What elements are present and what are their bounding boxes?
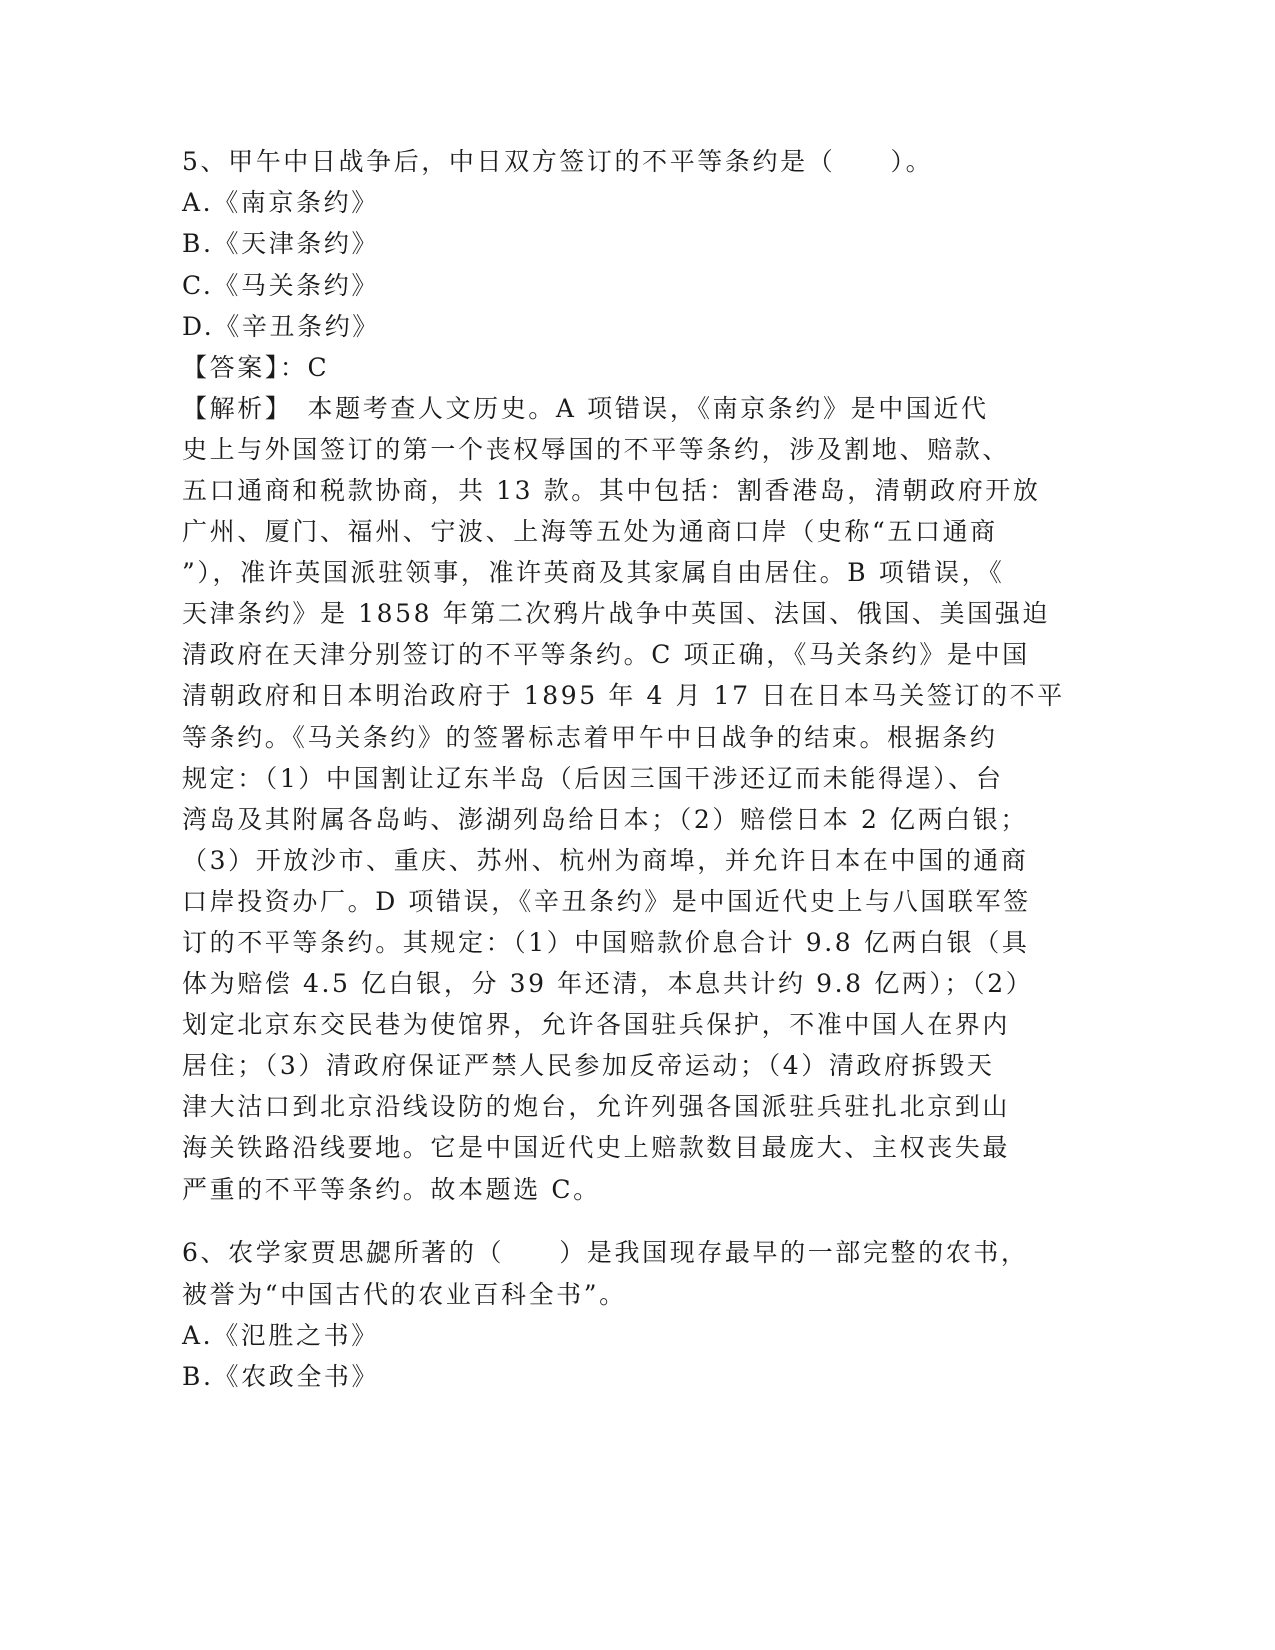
question-5-analysis-line: ”），准许英国派驻领事，准许英商及其家属自由居住。B 项错误，《 (182, 558, 1005, 587)
question-5-analysis-line: 划定北京东交民巷为使馆界，允许各国驻兵保护，不准中国人在界内 (182, 1010, 1011, 1039)
question-5-analysis-line: 津大沽口到北京沿线设防的炮台，允许列强各国派驻兵驻扎北京到山 (182, 1092, 1011, 1121)
question-5-analysis-line: 清政府在天津分别签订的不平等条约。C 项正确，《马关条约》是中国 (182, 640, 1030, 669)
question-5-analysis-line: 广州、厦门、福州、宁波、上海等五处为通商口岸（史称“五口通商 (182, 517, 998, 546)
question-5-analysis-line: 规定：（1）中国割让辽东半岛（后因三国干涉还辽而未能得逞）、台 (182, 764, 1004, 793)
question-6-stem-line: 6、农学家贾思勰所著的（ ）是我国现存最早的一部完整的农书， (182, 1238, 1029, 1267)
question-5-analysis-line: 史上与外国签订的第一个丧权辱国的不平等条约，涉及割地、赔款、 (182, 435, 1011, 464)
question-5-answer: 【答案】：C (182, 353, 330, 382)
question-5-analysis-line: 海关铁路沿线要地。它是中国近代史上赔款数目最庞大、主权丧失最 (182, 1133, 1011, 1162)
question-5-option-d: D.《辛丑条约》 (182, 312, 380, 341)
question-5-analysis-line: 严重的不平等条约。故本题选 C。 (182, 1175, 601, 1204)
question-6-stem-line: 被誉为“中国古代的农业百科全书”。 (182, 1280, 627, 1309)
question-5-analysis-line: 五口通商和税款协商，共 13 款。其中包括：割香港岛，清朝政府开放 (182, 476, 1041, 505)
question-5-option-c: C.《马关条约》 (182, 271, 379, 300)
question-5-analysis-line: 等条约。《马关条约》的签署标志着甲午中日战争的结束。根据条约 (182, 723, 998, 752)
question-5-analysis-line: 清朝政府和日本明治政府于 1895 年 4 月 17 日在日本马关签订的不平 (182, 681, 1065, 710)
question-5-analysis-line: 居住；（3）清政府保证严禁人民参加反帝运动；（4）清政府拆毁天 (182, 1051, 995, 1080)
question-5-analysis-line: 体为赔偿 4.5 亿白银，分 39 年还清，本息共计约 9.8 亿两）；（2） (182, 969, 1034, 998)
question-5-stem: 5、甲午中日战争后，中日双方签订的不平等条约是（ ）。 (182, 147, 934, 176)
question-5-option-a: A.《南京条约》 (182, 188, 379, 217)
question-5-analysis-line: 口岸投资办厂。D 项错误，《辛丑条约》是中国近代史上与八国联军签 (182, 887, 1031, 916)
question-6-option-a: A.《氾胜之书》 (182, 1321, 379, 1350)
question-5-analysis-line: 湾岛及其附属各岛屿、澎湖列岛给日本；（2）赔偿日本 2 亿两白银； (182, 805, 1029, 834)
question-5-option-b: B.《天津条约》 (182, 229, 380, 258)
question-5-analysis-line: 天津条约》是 1858 年第二次鸦片战争中英国、法国、俄国、美国强迫 (182, 599, 1050, 628)
question-5-analysis-line: 订的不平等条约。其规定：（1）中国赔款价息合计 9.8 亿两白银（具 (182, 928, 1030, 957)
question-5-analysis-line: 【解析】 本题考查人文历史。A 项错误，《南京条约》是中国近代 (182, 394, 989, 423)
question-5-analysis-line: （3）开放沙市、重庆、苏州、杭州为商埠，并允许日本在中国的通商 (182, 846, 1029, 875)
question-6-option-b: B.《农政全书》 (182, 1362, 380, 1391)
